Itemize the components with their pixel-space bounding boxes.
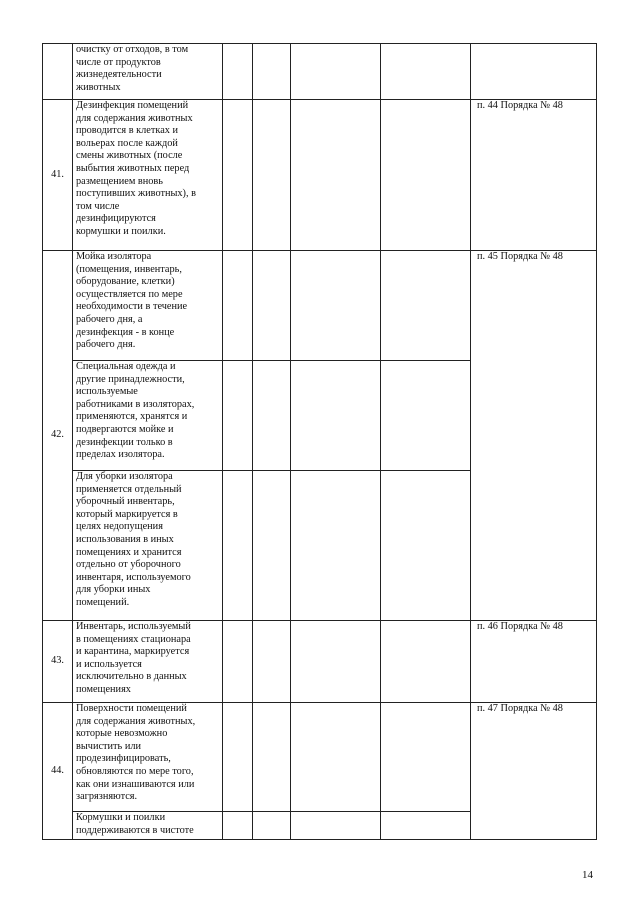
row-number-cell: 44. <box>43 703 73 840</box>
answer-cell-no <box>253 621 291 703</box>
answer-cell-na <box>291 621 381 703</box>
answer-cell-yes <box>223 621 253 703</box>
notes-cell <box>381 621 471 703</box>
requirement-text: Поверхности помещений для содержания животных, которые невозможно вычистить или продезинфицировать, обновляются по мере того, как они изнашиваются или загрязняются. <box>73 703 223 812</box>
answer-cell-yes <box>223 812 253 840</box>
requirement-text: Мойка изолятора (помещения, инвентарь, оборудование, клетки) осуществляется по мере необходимости в течение рабочего дня, а дезинфекция - в конце рабочего дня. <box>73 251 223 361</box>
requirements-table <box>42 43 597 840</box>
answer-cell-yes <box>223 361 253 471</box>
notes-cell <box>381 100 471 251</box>
answer-cell-na <box>291 471 381 621</box>
table-row <box>43 44 597 100</box>
answer-cell-no <box>253 703 291 812</box>
answer-cell-yes <box>223 251 253 361</box>
notes-cell <box>381 361 471 471</box>
answer-cell-no <box>253 44 291 100</box>
requirement-text: Инвентарь, используемый в помещениях стационара и карантина, маркируется и используется исключительно в данных помещениях <box>73 621 223 703</box>
answer-cell-na <box>291 812 381 840</box>
legal-reference: п. 46 Порядка № 48 <box>471 621 597 703</box>
requirement-text: очистку от отходов, в том числе от продуктов жизнедеятельности животных <box>73 44 223 100</box>
requirement-text: Дезинфекция помещений для содержания животных проводится в клетках и вольерах после каждой смены животных (после выбытия животных перед размещением вновь поступивших животных), в том числе дезинфицируются кормушки и поилки. <box>73 100 223 251</box>
answer-cell-na <box>291 703 381 812</box>
requirement-text: Для уборки изолятора применяется отдельный уборочный инвентарь, который маркируется в целях недопущения использования в иных помещениях и хранится отдельно от уборочного инвентаря, используемого для уборки иных помещений. <box>73 471 223 621</box>
table-row <box>43 621 597 703</box>
notes-cell <box>381 251 471 361</box>
row-number-cell: 42. <box>43 251 73 621</box>
table-row <box>43 703 597 812</box>
answer-cell-yes <box>223 703 253 812</box>
row-number-cell: 41. <box>43 100 73 251</box>
answer-cell-no <box>253 812 291 840</box>
table-row <box>43 100 597 251</box>
row-number-cell <box>43 44 73 100</box>
answer-cell-yes <box>223 100 253 251</box>
row-number-cell: 43. <box>43 621 73 703</box>
notes-cell <box>381 44 471 100</box>
requirement-text: Специальная одежда и другие принадлежности, используемые работниками в изоляторах, применяются, хранятся и подвергаются мойке и дезинфекции только в пределах изолятора. <box>73 361 223 471</box>
answer-cell-no <box>253 251 291 361</box>
notes-cell <box>381 703 471 812</box>
answer-cell-na <box>291 251 381 361</box>
answer-cell-no <box>253 100 291 251</box>
answer-cell-yes <box>223 44 253 100</box>
page-number: 14 <box>582 869 593 881</box>
legal-reference: п. 47 Порядка № 48 <box>471 703 597 840</box>
answer-cell-na <box>291 361 381 471</box>
legal-reference: п. 45 Порядка № 48 <box>471 251 597 621</box>
answer-cell-yes <box>223 471 253 621</box>
table-row <box>43 251 597 361</box>
answer-cell-no <box>253 361 291 471</box>
answer-cell-no <box>253 471 291 621</box>
answer-cell-na <box>291 44 381 100</box>
notes-cell <box>381 812 471 840</box>
answer-cell-na <box>291 100 381 251</box>
notes-cell <box>381 471 471 621</box>
legal-reference: п. 44 Порядка № 48 <box>471 100 597 251</box>
legal-reference <box>471 44 597 100</box>
requirement-text: Кормушки и поилки поддерживаются в чистоте <box>73 812 223 840</box>
